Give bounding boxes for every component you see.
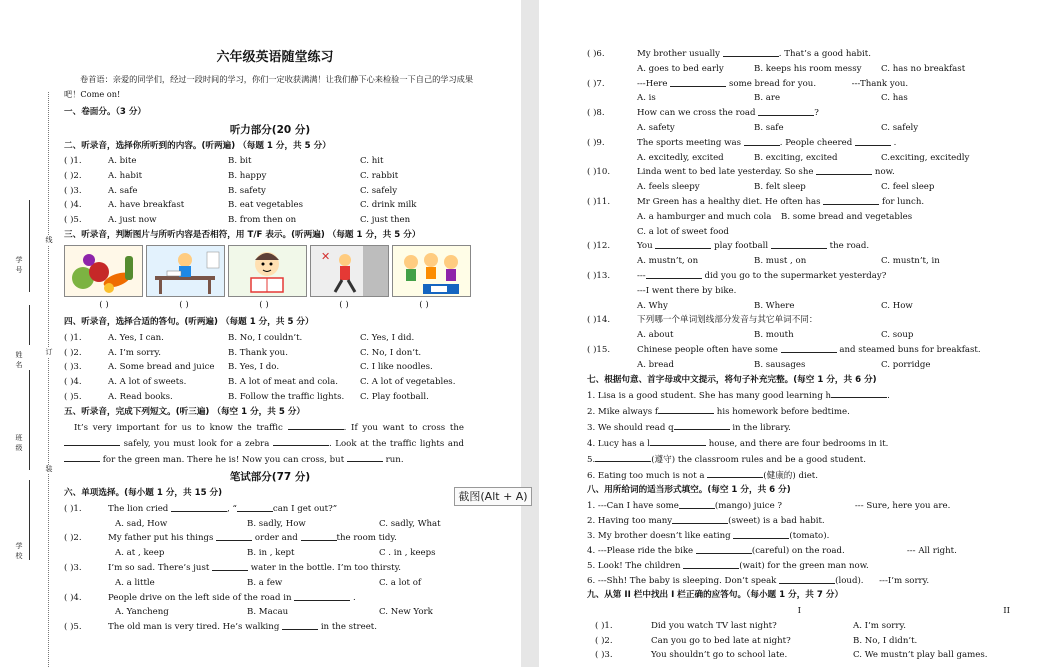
question-options: A. safety B. safe C. safely <box>637 122 919 133</box>
question-stem: ( )9. The sports meeting was . People cheered . <box>587 137 897 148</box>
question-row: ( )3. A. Some bread and juice B. Yes, I do. C. I like noodles. <box>64 362 433 373</box>
section-7-questions <box>587 388 1039 483</box>
answer-blank[interactable] <box>781 343 837 353</box>
traffic-passage: It’s very important for us to know the traffic . If you want to cross the safely, you must look for a zebra . Look at the traffic lights and for the green man. There he is! Now you can cross, but run. <box>64 420 476 468</box>
binding-rule <box>29 370 30 470</box>
answer-blank[interactable] <box>670 77 726 87</box>
picture-row <box>64 245 476 297</box>
answer-blank[interactable] <box>831 388 887 398</box>
match-row: ( )2. Can you go to bed late at night? B. No, I didn’t. <box>595 635 918 646</box>
question-options: A. feels sleepy B. felt sleep C. feel sleep <box>637 182 935 193</box>
passage-blank-5[interactable] <box>347 452 383 462</box>
section-6-title: 六、单项选择。(每小题 1 分，共 15 分) <box>64 488 223 499</box>
section-9-column-headers <box>587 604 1039 619</box>
match-row: ( )3. You shouldn’t go to school late. C. We mustn’t play ball games. <box>595 650 988 661</box>
question-row: ( )3. A. safe B. safety C. safely <box>64 185 398 196</box>
fill-item: 4. Lucy has a l house, and there are four bedrooms in it. <box>587 436 1039 452</box>
binding-mark-bind: 订 <box>45 348 53 356</box>
binding-mark-pack: 装 <box>45 465 53 473</box>
answer-blank[interactable] <box>301 531 337 541</box>
fill-item: 5. (遵守) the classroom rules and be a good student. <box>587 452 1039 468</box>
answer-blank[interactable] <box>646 269 702 279</box>
document-title: 六年级英语随堂练习 <box>216 50 334 65</box>
answer-blank[interactable] <box>816 165 872 175</box>
section-3-title: 三、听录音，判断图片与所听内容是否相符，用 T/F 表示。(听两遍) （每题 1 分，共 5 分） <box>64 229 421 240</box>
left-page-content <box>64 48 476 635</box>
passage-blank-4[interactable] <box>64 452 100 462</box>
class-label: 班级 <box>15 434 23 452</box>
intro-text: 卷首语：亲爱的同学们，经过一段时间的学习，你们一定收获满满！让我们静下心来检验一下自己的学习成果吧！Come on! <box>64 74 474 99</box>
answer-blank[interactable] <box>744 136 780 146</box>
question-options: A. excitedly, excited B. exciting, excited C.exciting, excitedly <box>637 152 970 163</box>
answer-blank[interactable] <box>650 436 706 446</box>
binding-margin <box>0 0 58 667</box>
picture-answer-4[interactable]: ( ) <box>339 300 349 311</box>
section-7-title: 七、根据句意、首字母或中文提示，将句子补充完整。(每空 1 分，共 6 分) <box>587 374 877 385</box>
picture-answer-5[interactable]: ( ) <box>419 300 429 311</box>
answer-blank[interactable] <box>294 591 350 601</box>
fill-item: 4. ---Please ride the bike (careful) on the road. --- All right. <box>587 545 957 556</box>
right-page <box>539 0 1062 667</box>
question-stem: ( )8. How can we cross the road ? <box>587 108 819 119</box>
fill-item: 1. Lisa is a good student. She has many good learning h . <box>587 388 1039 404</box>
binding-rule <box>29 305 30 345</box>
fill-item: 2. Having too many (sweet) is a bad habit. <box>587 515 825 526</box>
answer-blank[interactable] <box>212 561 248 571</box>
question-stem: ( )1. The lion cried , “ can I get out?” <box>64 503 338 514</box>
question-options: A. a little B. a few C. a lot of <box>115 577 422 588</box>
section-4-title: 四、听录音，选择合适的答句。(听两遍) （每题 1 分，共 5 分） <box>64 317 314 328</box>
question-stem: ( )7. ---Here some bread for you. ---Thank you. <box>587 78 909 89</box>
answer-blank[interactable] <box>758 106 814 116</box>
question-options: A. about B. mouth C. soup <box>637 330 914 341</box>
passage-blank-1[interactable] <box>288 420 344 430</box>
binding-dotted-line <box>48 92 49 667</box>
fill-item: 6. ---Shh! The baby is sleeping. Don’t speak (loud). ---I’m sorry. <box>587 575 930 586</box>
question-stem: ( )4. People drive on the left side of the road in . <box>64 592 356 603</box>
question-row: ( )2. A. I’m sorry. B. Thank you. C. No, I don’t. <box>64 347 422 358</box>
column-2-header: II <box>1003 605 1010 616</box>
question-row: ( )2. A. habit B. happy C. rabbit <box>64 170 399 181</box>
binding-mark-line: 线 <box>45 236 53 244</box>
question-row: ( )1. A. bite B. bit C. hit <box>64 156 384 166</box>
picture-kids-cheering <box>392 245 471 297</box>
fill-item: 3. We should read q in the library. <box>587 420 1039 436</box>
question-options: A. at , keep B. in , kept C . in , keeps <box>115 548 436 559</box>
picture-answer-3[interactable]: ( ) <box>259 300 269 311</box>
picture-vegetables <box>64 245 143 297</box>
right-page-content <box>587 47 1039 663</box>
question-options: A. goes to bed early B. keeps his room messy C. has no breakfast <box>637 63 966 74</box>
picture-student-desk <box>146 245 225 297</box>
binding-rule <box>29 480 30 560</box>
question-stem: ( )2. My father put his things order and the room tidy. <box>64 533 397 544</box>
section-9-questions <box>587 619 1039 663</box>
fill-item: 5. Look! The children (wait) for the green man now. <box>587 560 869 571</box>
answer-blank[interactable] <box>658 404 714 414</box>
answer-blank[interactable] <box>733 529 789 539</box>
answer-blank[interactable] <box>779 574 835 584</box>
question-stem: ( )6. My brother usually . That’s a good habit. <box>587 49 871 59</box>
answer-blank[interactable] <box>855 136 891 146</box>
question-row: ( )4. A. have breakfast B. eat vegetables C. drink milk <box>64 200 417 211</box>
svg-text:✕: ✕ <box>321 250 331 264</box>
screenshot-tooltip[interactable]: 截图(Alt + A) <box>454 487 532 506</box>
fill-item: 6. Eating too much is not a (健康的) diet. <box>587 468 1039 484</box>
fill-item: 3. My brother doesn’t like eating (tomato). <box>587 530 830 541</box>
question-row: ( )4. A. A lot of sweets. B. A lot of meat and cola. C. A lot of vegetables. <box>64 377 456 388</box>
binding-rule <box>29 200 30 292</box>
question-dialogue: ---I went there by bike. <box>637 285 737 296</box>
answer-blank[interactable] <box>683 559 739 569</box>
school-label: 学校 <box>15 542 23 560</box>
student-id-label: 学号 <box>15 256 23 274</box>
question-options: A. bread B. sausages C. porridge <box>637 359 931 370</box>
question-options: A. a hamburger and much cola B. some bread and vegetables <box>637 211 913 222</box>
picture-no-running <box>310 245 389 297</box>
passage-blank-3[interactable] <box>273 436 329 446</box>
question-options: C. a lot of sweet food <box>637 226 729 237</box>
section-9-title: 九、从第 II 栏中找出 I 栏正确的应答句。（每小题 1 分，共 7 分） <box>587 590 844 601</box>
answer-blank[interactable] <box>707 468 763 478</box>
fill-item: 2. Mike always f his homework before bedtime. <box>587 404 1039 420</box>
section-8-questions <box>587 499 1039 588</box>
answer-blank[interactable] <box>237 502 273 512</box>
question-stem: ( )15. Chinese people often have some and steamed buns for breakfast. <box>587 344 981 355</box>
question-options: A. sad, How B. sadly, How C. sadly, What <box>115 518 441 529</box>
written-part-title: 笔试部分(77 分) <box>229 471 311 484</box>
question-options: A. Why B. Where C. How <box>637 300 913 311</box>
question-row: ( )5. A. just now B. from then on C. just then <box>64 215 411 226</box>
answer-blank[interactable] <box>216 531 252 541</box>
question-stem: ( )13. --- did you go to the supermarket yesterday? <box>587 270 887 281</box>
section-6-questions-left <box>64 502 476 635</box>
answer-blank[interactable] <box>771 239 827 249</box>
match-row: ( )1. Did you watch TV last night? A. I’m sorry. <box>595 620 906 631</box>
section-1-title: 一、卷面分。（3 分） <box>64 107 147 117</box>
section-8-title: 八、用所给词的适当形式填空。(每空 1 分，共 6 分) <box>587 485 791 496</box>
answer-blank[interactable] <box>674 420 730 430</box>
passage-blank-2[interactable] <box>64 436 120 446</box>
question-stem: ( )10. Linda went to bed late yesterday. So she now. <box>587 167 895 178</box>
answer-blank[interactable] <box>171 502 227 512</box>
listening-part-title: 听力部分(20 分) <box>229 123 311 136</box>
answer-blank[interactable] <box>723 47 779 57</box>
question-stem: ( )3. I’m so sad. There’s just water in the bottle. I’m too thirsty. <box>64 562 402 573</box>
section-2-questions <box>64 154 476 228</box>
question-options: A. is B. are C. has <box>637 93 908 104</box>
name-label: 姓名 <box>15 351 23 369</box>
left-page <box>0 0 521 667</box>
question-stem: ( )11. Mr Green has a healthy diet. He often has for lunch. <box>587 196 925 207</box>
question-stem: ( )14. 下列哪一个单词划线部分发音与其它单词不同： <box>587 315 818 326</box>
picture-answer-row <box>64 298 476 313</box>
picture-kid-reading <box>228 245 307 297</box>
fill-item: 1. ---Can I have some (mango) juice ? --- Sure, here you are. <box>587 500 951 511</box>
answer-blank[interactable] <box>595 452 651 462</box>
answer-blank[interactable] <box>679 499 715 509</box>
question-stem: ( )12. You play football the road. <box>587 241 870 252</box>
question-options: A. mustn’t, on B. must , on C. mustn’t, in <box>637 256 940 267</box>
column-1-header: I <box>797 605 801 616</box>
answer-blank[interactable] <box>823 195 879 205</box>
section-5-title: 五、听录音，完成下列短文。(听三遍) （每空 1 分，共 5 分） <box>64 406 306 417</box>
question-options: A. Yancheng B. Macau C. New York <box>115 607 433 618</box>
question-row: ( )5. A. Read books. B. Follow the traffic lights. C. Play football. <box>64 391 429 402</box>
section-4-questions <box>64 331 476 405</box>
question-stem: ( )5. The old man is very tired. He’s walking in the street. <box>64 622 377 633</box>
answer-blank[interactable] <box>282 620 318 630</box>
picture-answer-2[interactable]: ( ) <box>179 300 189 311</box>
section-2-title: 二、听录音，选择你所听到的内容。(听两遍) （每题 1 分，共 5 分） <box>64 140 331 151</box>
question-row: ( )1. A. Yes, I can. B. No, I couldn’t. C. Yes, I did. <box>64 332 415 343</box>
section-6-questions-right <box>587 47 1039 373</box>
answer-blank[interactable] <box>696 544 752 554</box>
answer-blank[interactable] <box>655 239 711 249</box>
picture-answer-1[interactable]: ( ) <box>99 300 109 311</box>
answer-blank[interactable] <box>672 514 728 524</box>
